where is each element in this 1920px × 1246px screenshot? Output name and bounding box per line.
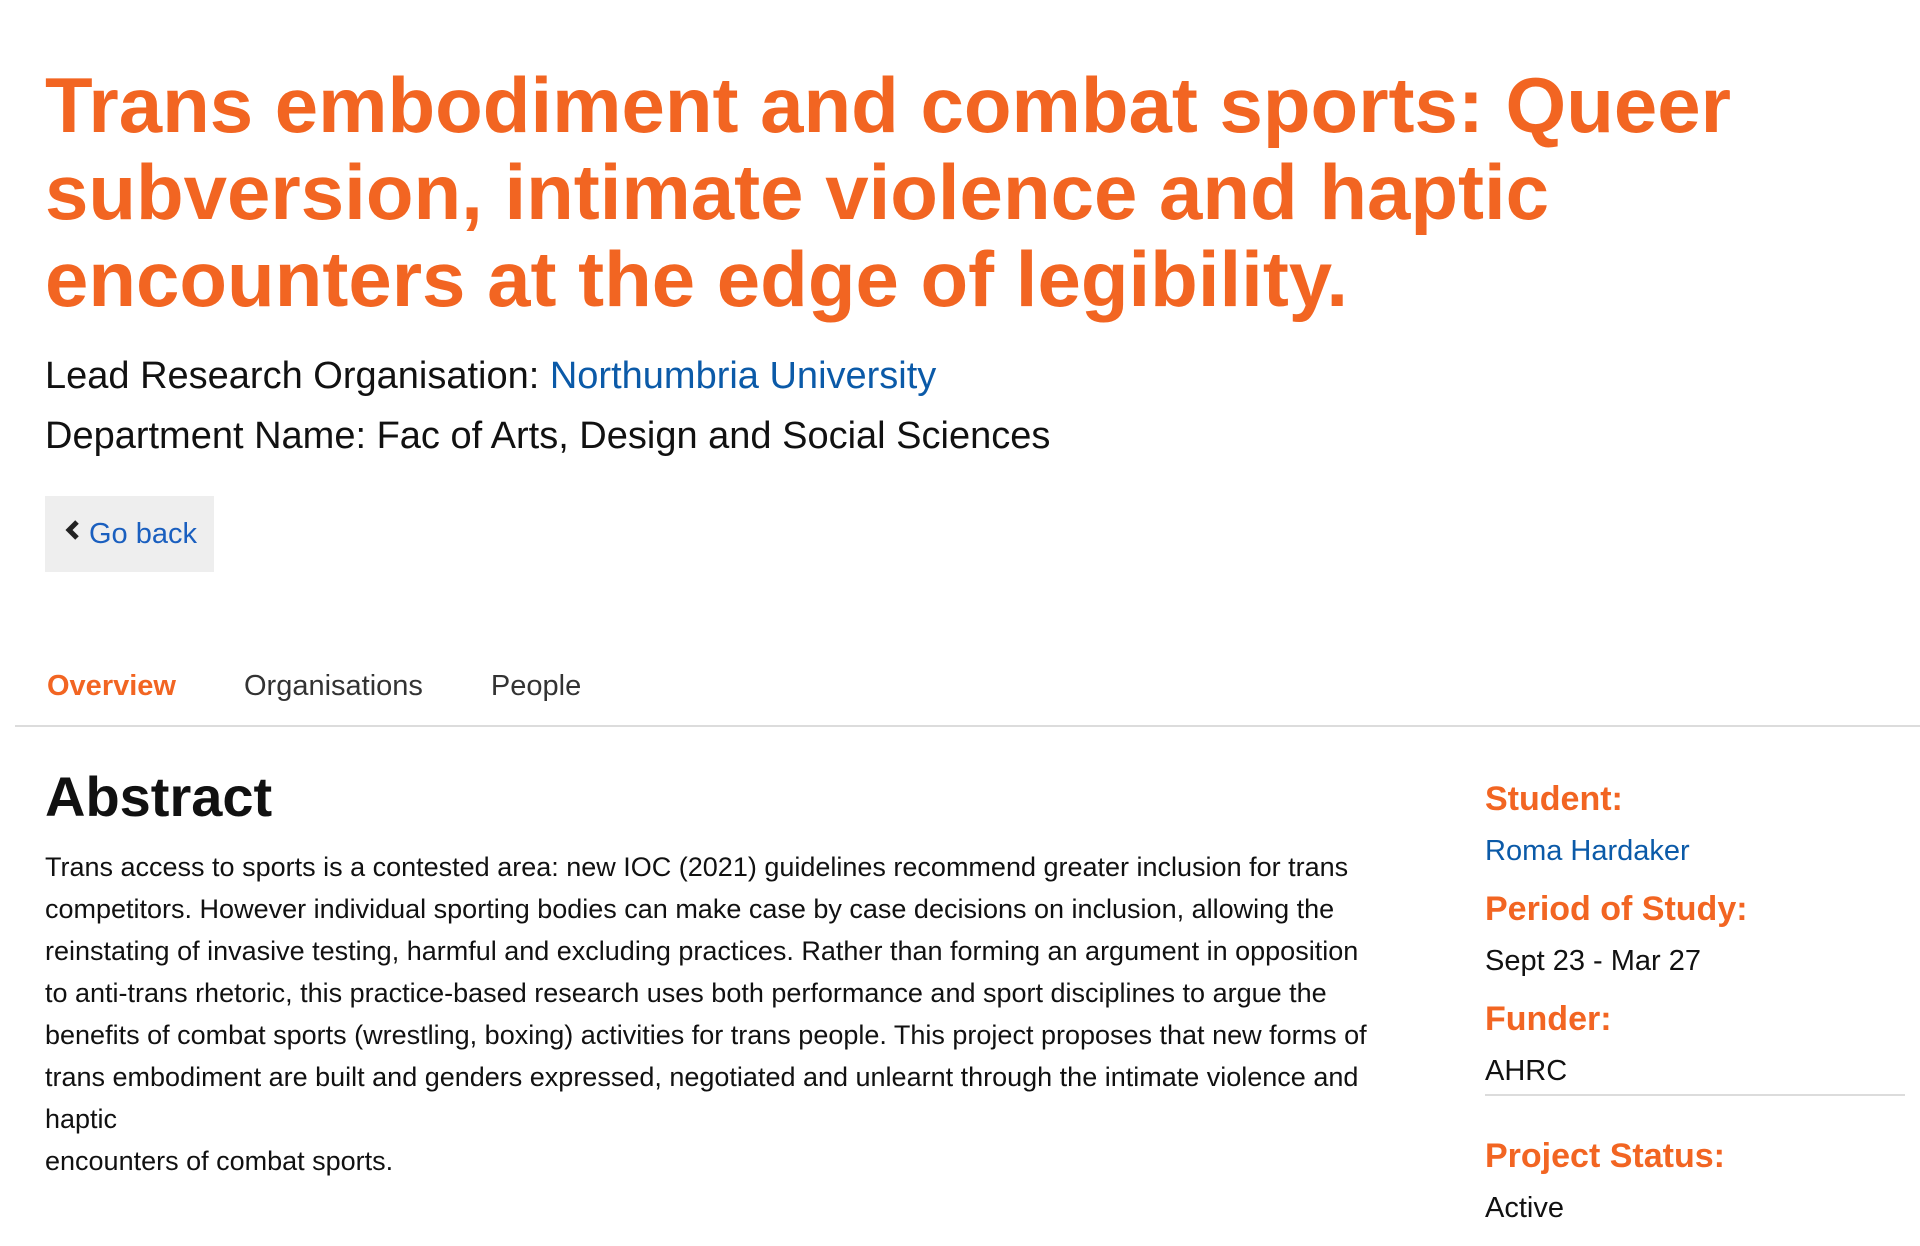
student-label: Student: — [1485, 780, 1623, 818]
abstract-line: to anti-trans rhetoric, this practice-based research uses both performance and sport disciplines to argue the — [45, 978, 1327, 1008]
abstract-heading: Abstract — [45, 765, 273, 828]
tabs-divider — [15, 725, 1920, 727]
student-link[interactable]: Roma Hardaker — [1485, 835, 1690, 867]
lead-organisation — [45, 353, 936, 399]
abstract-text — [45, 846, 1445, 1182]
abstract-line: benefits of combat sports (wrestling, boxing) activities for trans people. This project proposes that new forms of — [45, 1020, 1367, 1050]
abstract-line: haptic — [45, 1104, 118, 1134]
abstract-line: reinstating of invasive testing, harmful and excluding practices. Rather than forming an argument in opposition — [45, 936, 1359, 966]
status-label: Project Status: — [1485, 1137, 1725, 1175]
funder-label: Funder: — [1485, 1000, 1612, 1038]
lead-organisation-label: Lead Research Organisation: — [45, 355, 550, 397]
student-value — [1485, 835, 1690, 868]
funder-value: AHRC — [1485, 1055, 1568, 1087]
tab-people[interactable]: People — [490, 669, 582, 702]
status-value: Active — [1485, 1192, 1564, 1224]
period-value: Sept 23 - Mar 27 — [1485, 945, 1701, 977]
go-back-button[interactable] — [45, 496, 214, 572]
chevron-left-icon — [63, 518, 83, 542]
department-label: Department Name: — [45, 415, 377, 457]
sidebar-divider — [1485, 1094, 1905, 1096]
tab-organisations[interactable]: Organisations — [243, 669, 423, 702]
tab-overview[interactable]: Overview — [47, 669, 176, 702]
period-label: Period of Study: — [1485, 890, 1748, 928]
page-title: Trans embodiment and combat sports: Queer subversion, intimate violence and haptic encounters at the edge of legibility. — [45, 61, 1731, 323]
abstract-line: Trans access to sports is a contested area: new IOC (2021) guidelines recommend greater inclusion for trans — [45, 852, 1349, 882]
tab-bar — [47, 666, 649, 706]
abstract-line: encounters of combat sports. — [45, 1146, 394, 1176]
go-back-label: Go back — [89, 517, 197, 550]
department-value: Fac of Arts, Design and Social Sciences — [376, 415, 1051, 457]
abstract-line: competitors. However individual sporting bodies can make case by case decisions on inclusion, allowing the — [45, 894, 1335, 924]
department-name — [45, 413, 1050, 459]
abstract-line: trans embodiment are built and genders expressed, negotiated and unlearnt through the intimate violence and — [45, 1062, 1359, 1092]
lead-organisation-link[interactable]: Northumbria University — [549, 355, 937, 397]
